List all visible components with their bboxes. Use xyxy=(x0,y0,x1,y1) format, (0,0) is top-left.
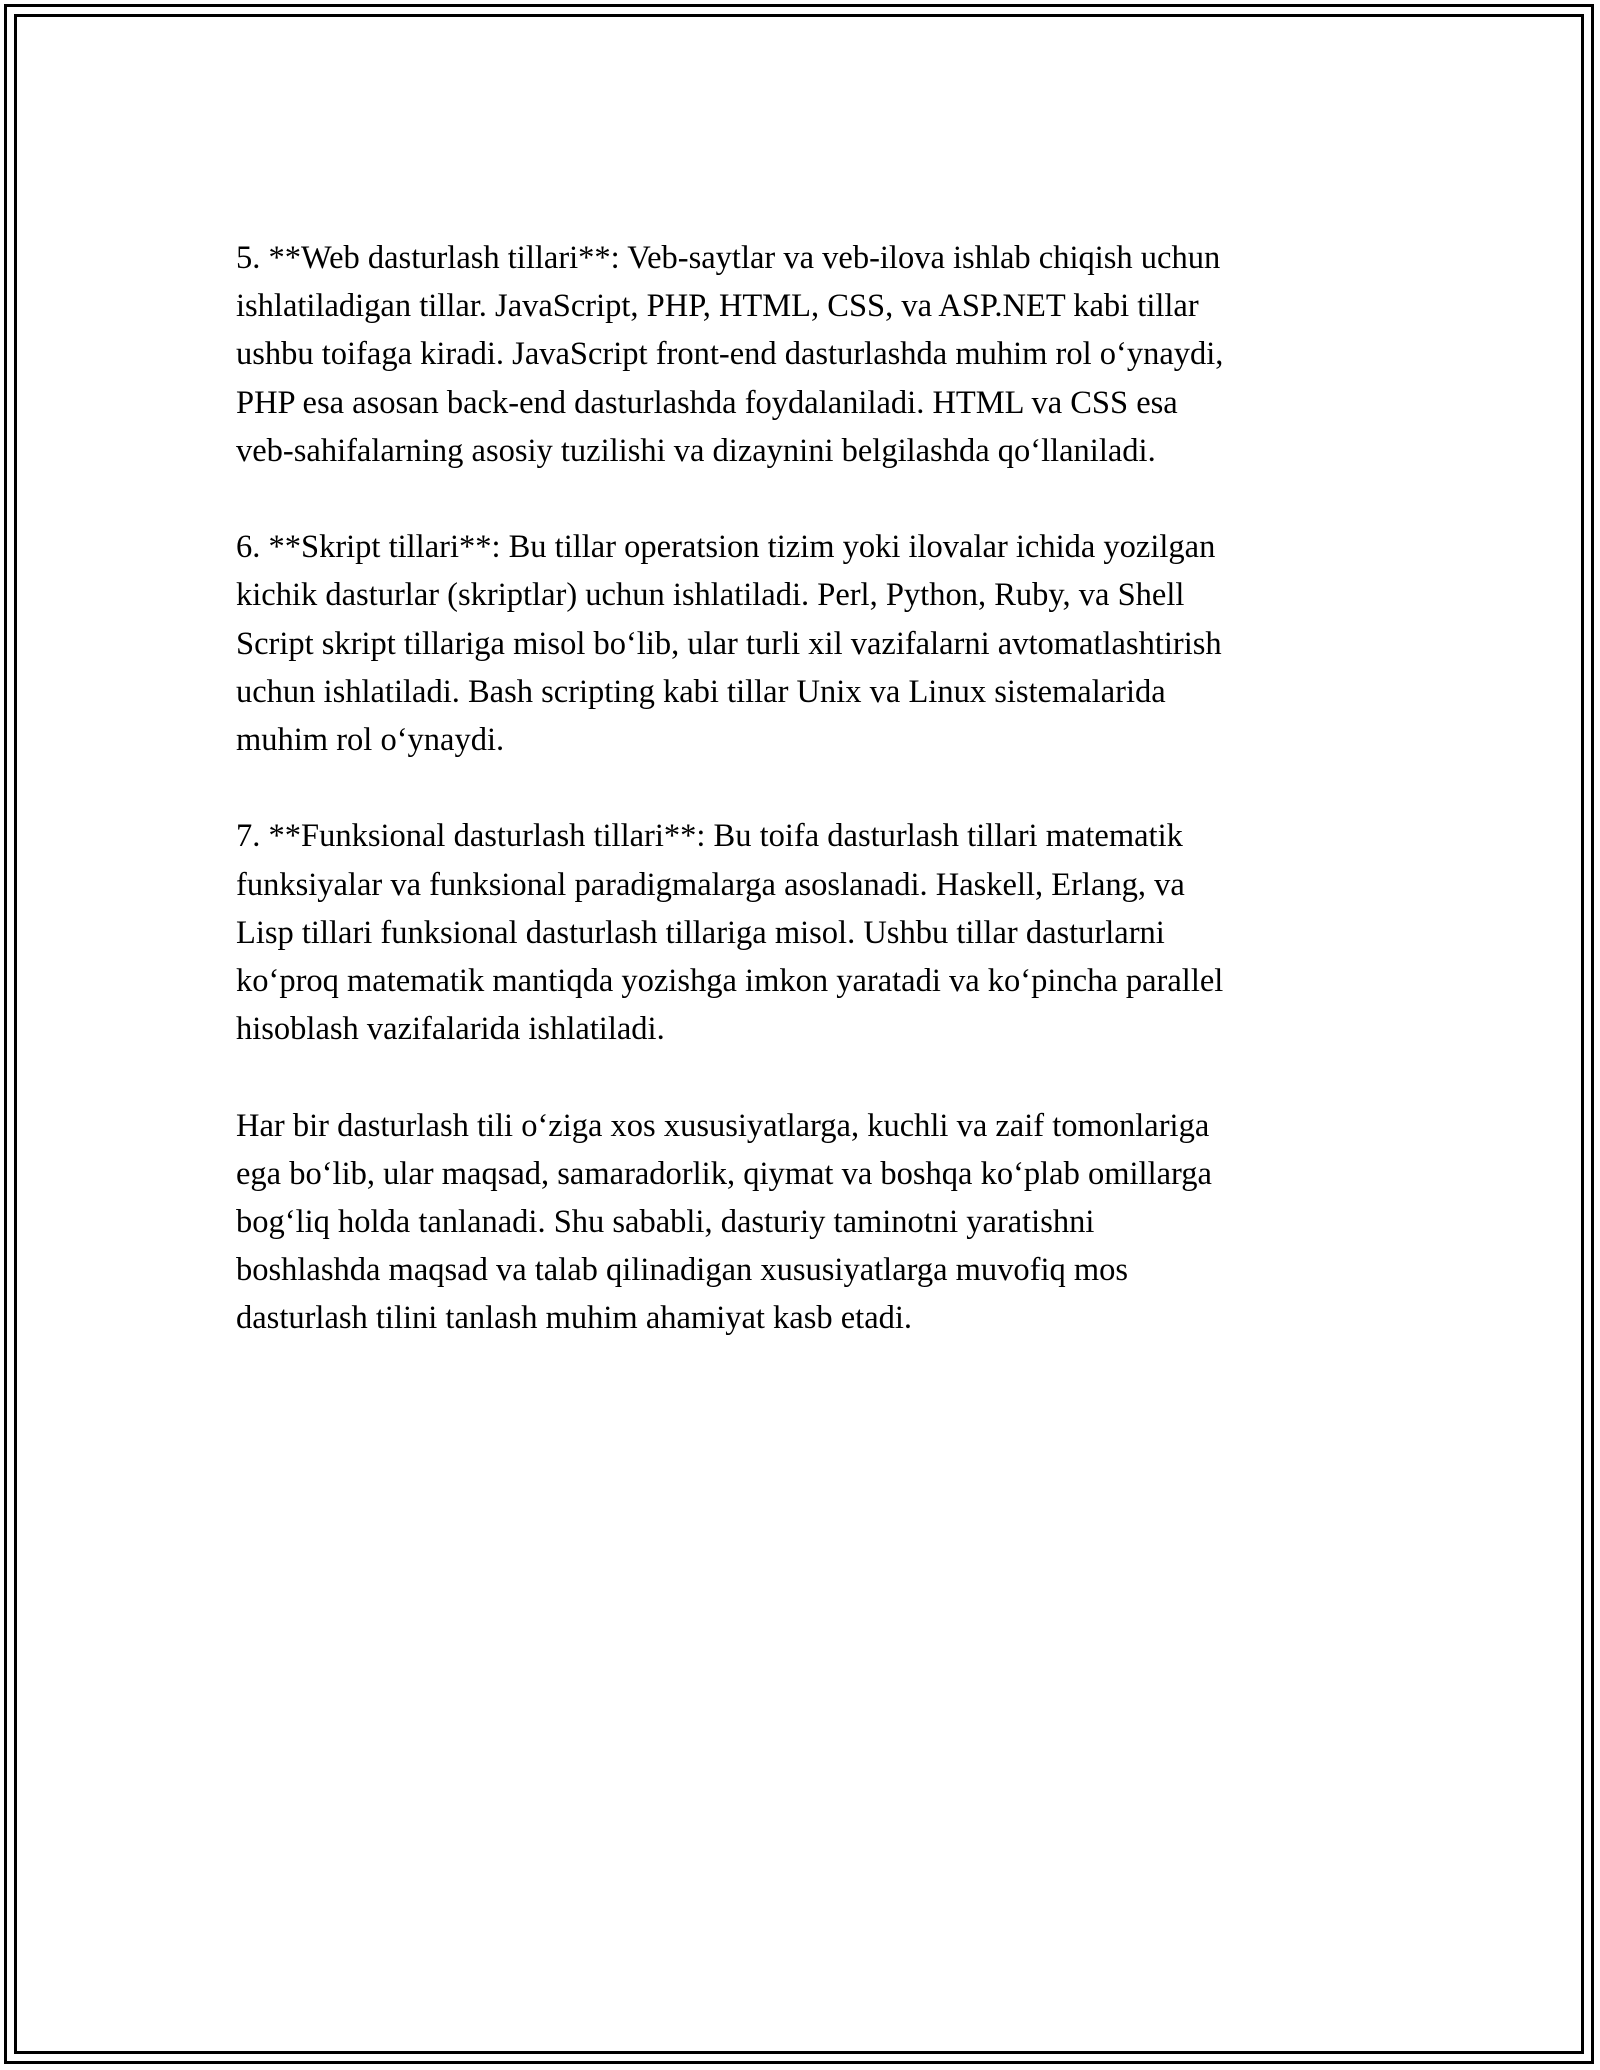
text-line: funksiyalar va funksional paradigmalarga asoslanadi. Haskell, Erlang, va xyxy=(236,866,1185,903)
text-line: 6. **Skript tillari**: Bu tillar operatsion tizim yoki ilovalar ichida yozilgan xyxy=(236,529,1216,566)
paragraph-web-languages xyxy=(236,234,1376,475)
text-line: Har bir dasturlash tili o‘ziga xos xususiyatlarga, kuchli va zaif tomonlariga xyxy=(236,1107,1210,1144)
text-line: Script skript tillariga misol bo‘lib, ular turli xil vazifalarni avtomatlashtirish xyxy=(236,625,1222,662)
text-line: veb-sahifalarning asosiy tuzilishi va dizaynini belgilashda qo‘llaniladi. xyxy=(236,432,1156,469)
text-line: hisoblash vazifalarida ishlatiladi. xyxy=(236,1011,665,1048)
text-line: boshlashda maqsad va talab qilinadigan xususiyatlarga muvofiq mos xyxy=(236,1252,1129,1289)
text-line: bog‘liq holda tanlanadi. Shu sababli, dasturiy taminotni yaratishni xyxy=(236,1204,1095,1241)
text-line: dasturlash tilini tanlash muhim ahamiyat kasb etadi. xyxy=(236,1300,913,1337)
text-line: ega bo‘lib, ular maqsad, samaradorlik, qiymat va boshqa ko‘plab omillarga xyxy=(236,1155,1212,1192)
text-line: muhim rol o‘ynaydi. xyxy=(236,722,505,759)
text-line: 7. **Funksional dasturlash tillari**: Bu toifa dasturlash tillari matematik xyxy=(236,818,1183,855)
text-line: Lisp tillari funksional dasturlash tillariga misol. Ushbu tillar dasturlarni xyxy=(236,914,1165,951)
text-line: kichik dasturlar (skriptlar) uchun ishlatiladi. Perl, Python, Ruby, va Shell xyxy=(236,577,1185,614)
text-line: ushbu toifaga kiradi. JavaScript front-end dasturlashda muhim rol o‘ynaydi, xyxy=(236,336,1224,373)
paragraph-conclusion xyxy=(236,1102,1376,1343)
text-line: ishlatiladigan tillar. JavaScript, PHP, HTML, CSS, va ASP.NET kabi tillar xyxy=(236,288,1199,325)
text-line: PHP esa asosan back-end dasturlashda foydalaniladi. HTML va CSS esa xyxy=(236,384,1178,421)
document-body xyxy=(236,234,1376,1391)
text-line: uchun ishlatiladi. Bash scripting kabi tillar Unix va Linux sistemalarida xyxy=(236,673,1166,710)
paragraph-functional-languages xyxy=(236,812,1376,1053)
text-line: 5. **Web dasturlash tillari**: Veb-saytlar va veb-ilova ishlab chiqish uchun xyxy=(236,240,1221,276)
text-line: ko‘proq matematik mantiqda yozishga imkon yaratadi va ko‘pincha parallel xyxy=(236,963,1224,1000)
paragraph-script-languages xyxy=(236,523,1376,764)
